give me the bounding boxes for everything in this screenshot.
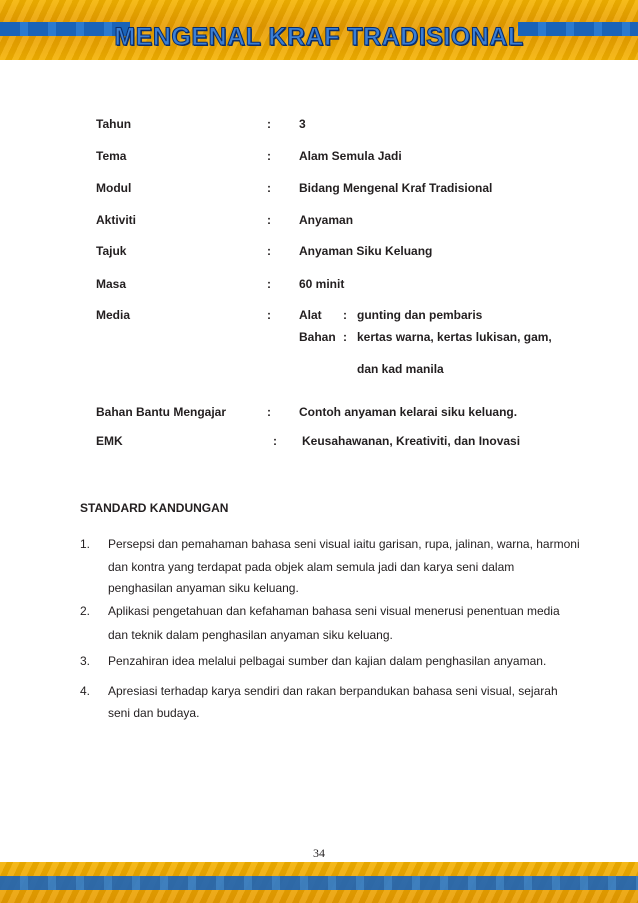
info-label: Masa — [96, 277, 127, 291]
info-value: 3 — [299, 117, 306, 131]
standard-item-line: Persepsi dan pemahaman bahasa seni visual iaitu garisan, rupa, jalinan, warna, harmoni — [108, 537, 580, 551]
info-colon: : — [267, 405, 271, 419]
media-alat-label: Alat — [299, 308, 322, 322]
info-value: Anyaman Siku Keluang — [299, 244, 433, 258]
info-label: Tajuk — [96, 244, 127, 258]
standard-item-line: Penzahiran idea melalui pelbagai sumber dan kajian dalam penghasilan anyaman. — [108, 654, 547, 668]
standard-item-line: dan kontra yang terdapat pada objek alam semula jadi dan karya seni dalam — [108, 560, 515, 574]
info-label: Aktiviti — [96, 213, 137, 227]
page-number: 34 — [313, 846, 325, 860]
info-colon: : — [273, 434, 277, 448]
info-row-tahun — [96, 116, 616, 132]
info-label: Tahun — [96, 117, 132, 131]
media-alat-value: gunting dan pembaris — [357, 308, 483, 322]
info-label: Bahan Bantu Mengajar — [96, 405, 227, 419]
media-bahan-value: kertas warna, kertas lukisan, gam, — [357, 330, 552, 344]
info-label: EMK — [96, 434, 123, 448]
info-value: Anyaman — [299, 213, 354, 227]
info-colon: : — [267, 308, 271, 322]
footer-banner — [0, 862, 638, 903]
info-colon: : — [267, 149, 271, 163]
footer-stripe — [0, 876, 638, 890]
standard-item-line: Aplikasi pengetahuan dan kefahaman bahasa seni visual menerusi penentuan media — [108, 604, 560, 618]
standard-item-number: 4. — [80, 684, 91, 698]
info-row-media — [96, 307, 616, 323]
media-bahan-value-2: dan kad manila — [357, 362, 444, 376]
info-row-modul — [96, 180, 616, 196]
standard-item-number: 1. — [80, 537, 91, 551]
standard-item-line: dan teknik dalam penghasilan anyaman siku keluang. — [108, 628, 393, 642]
info-value: 60 minit — [299, 277, 345, 291]
info-colon: : — [267, 277, 271, 291]
media-bahan-colon: : — [343, 330, 347, 344]
media-bahan-label: Bahan — [299, 330, 336, 344]
info-value: Alam Semula Jadi — [299, 149, 402, 163]
media-alat-colon: : — [343, 308, 347, 322]
info-row-emk — [96, 433, 616, 449]
standard-item-line: Apresiasi terhadap karya sendiri dan rakan berpandukan bahasa seni visual, sejarah — [108, 684, 558, 698]
info-value: Contoh anyaman kelarai siku keluang. — [299, 405, 518, 419]
info-label: Modul — [96, 181, 132, 195]
standard-item-number: 3. — [80, 654, 91, 668]
section-title-standard: STANDARD KANDUNGAN — [80, 501, 229, 515]
info-label: Media — [96, 308, 131, 322]
standard-item-number: 2. — [80, 604, 91, 618]
page-title: MENGENAL KRAF TRADISIONAL — [114, 23, 524, 51]
header-banner — [0, 0, 638, 60]
info-row-aktiviti — [96, 212, 616, 228]
info-value: Bidang Mengenal Kraf Tradisional — [299, 181, 493, 195]
standard-item-line: seni dan budaya. — [108, 706, 200, 720]
info-row-masa — [96, 276, 616, 292]
info-colon: : — [267, 117, 271, 131]
info-row-bahan-bantu — [96, 404, 616, 420]
standard-item-line: penghasilan anyaman siku keluang. — [108, 581, 299, 595]
info-label: Tema — [96, 149, 127, 163]
info-colon: : — [267, 244, 271, 258]
info-colon: : — [267, 213, 271, 227]
info-value: Keusahawanan, Kreativiti, dan Inovasi — [302, 434, 521, 448]
info-colon: : — [267, 181, 271, 195]
info-row-tajuk — [96, 243, 616, 259]
info-row-tema — [96, 148, 616, 164]
